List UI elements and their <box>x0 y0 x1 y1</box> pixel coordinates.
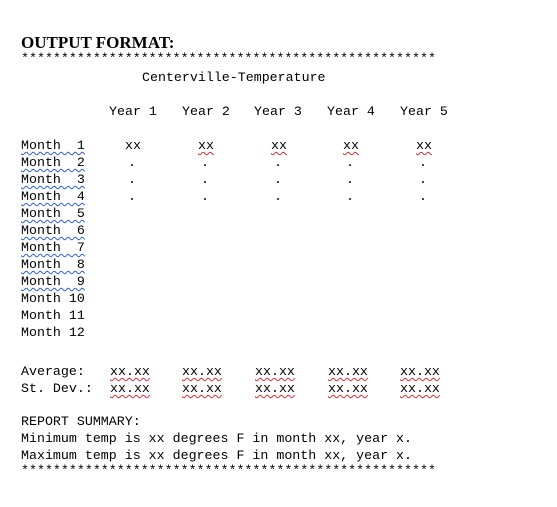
value-m1-y1: xx <box>125 138 141 153</box>
average-y1: xx.xx <box>110 364 150 379</box>
summary-max-line: Maximum temp is xx degrees F in month xx, year x. <box>21 448 412 463</box>
report-title: Centerville-Temperature <box>142 70 326 85</box>
month-label-11: Month 11 <box>21 308 85 323</box>
month-label-9: Month 9 <box>21 274 85 289</box>
top-border: **************************************************** <box>21 51 436 66</box>
dot: . <box>419 172 427 187</box>
month-label-6: Month 6 <box>21 223 85 238</box>
dot: . <box>201 172 209 187</box>
bottom-border: **************************************************** <box>21 463 436 478</box>
dot: . <box>201 155 209 170</box>
month-label-7: Month 7 <box>21 240 85 255</box>
stdev-y4: xx.xx <box>328 381 368 396</box>
section-heading: OUTPUT FORMAT: <box>21 33 175 52</box>
dot: . <box>346 189 354 204</box>
month-label-12: Month 12 <box>21 325 85 340</box>
stdev-y1: xx.xx <box>110 381 150 396</box>
average-label: Average: <box>21 364 85 379</box>
year-header-2: Year 2 <box>182 104 230 119</box>
stdev-y2: xx.xx <box>182 381 222 396</box>
average-y2: xx.xx <box>182 364 222 379</box>
month-label-2: Month 2 <box>21 155 85 170</box>
stdev-y3: xx.xx <box>255 381 295 396</box>
value-m1-y2: xx <box>198 138 214 153</box>
value-m1-y4: xx <box>343 138 359 153</box>
month-label-8: Month 8 <box>21 257 85 272</box>
month-label-5: Month 5 <box>21 206 85 221</box>
dot: . <box>419 189 427 204</box>
average-y4: xx.xx <box>328 364 368 379</box>
stdev-label: St. Dev.: <box>21 381 93 396</box>
dot: . <box>346 172 354 187</box>
summary-min-line: Minimum temp is xx degrees F in month xx, year x. <box>21 431 412 446</box>
year-header-3: Year 3 <box>254 104 302 119</box>
dot: . <box>128 172 136 187</box>
month-label-4: Month 4 <box>21 189 85 204</box>
value-m1-y3: xx <box>271 138 287 153</box>
month-label-10: Month 10 <box>21 291 85 306</box>
year-header-5: Year 5 <box>400 104 448 119</box>
year-header-1: Year 1 <box>109 104 157 119</box>
dot: . <box>201 189 209 204</box>
dot: . <box>419 155 427 170</box>
year-header-4: Year 4 <box>327 104 375 119</box>
dot: . <box>346 155 354 170</box>
dot: . <box>274 172 282 187</box>
month-label-1: Month 1 <box>21 138 85 153</box>
dot: . <box>128 189 136 204</box>
dot: . <box>274 155 282 170</box>
summary-header: REPORT SUMMARY: <box>21 414 141 429</box>
average-y5: xx.xx <box>400 364 440 379</box>
month-label-3: Month 3 <box>21 172 85 187</box>
dot: . <box>128 155 136 170</box>
value-m1-y5: xx <box>416 138 432 153</box>
average-y3: xx.xx <box>255 364 295 379</box>
dot: . <box>274 189 282 204</box>
stdev-y5: xx.xx <box>400 381 440 396</box>
